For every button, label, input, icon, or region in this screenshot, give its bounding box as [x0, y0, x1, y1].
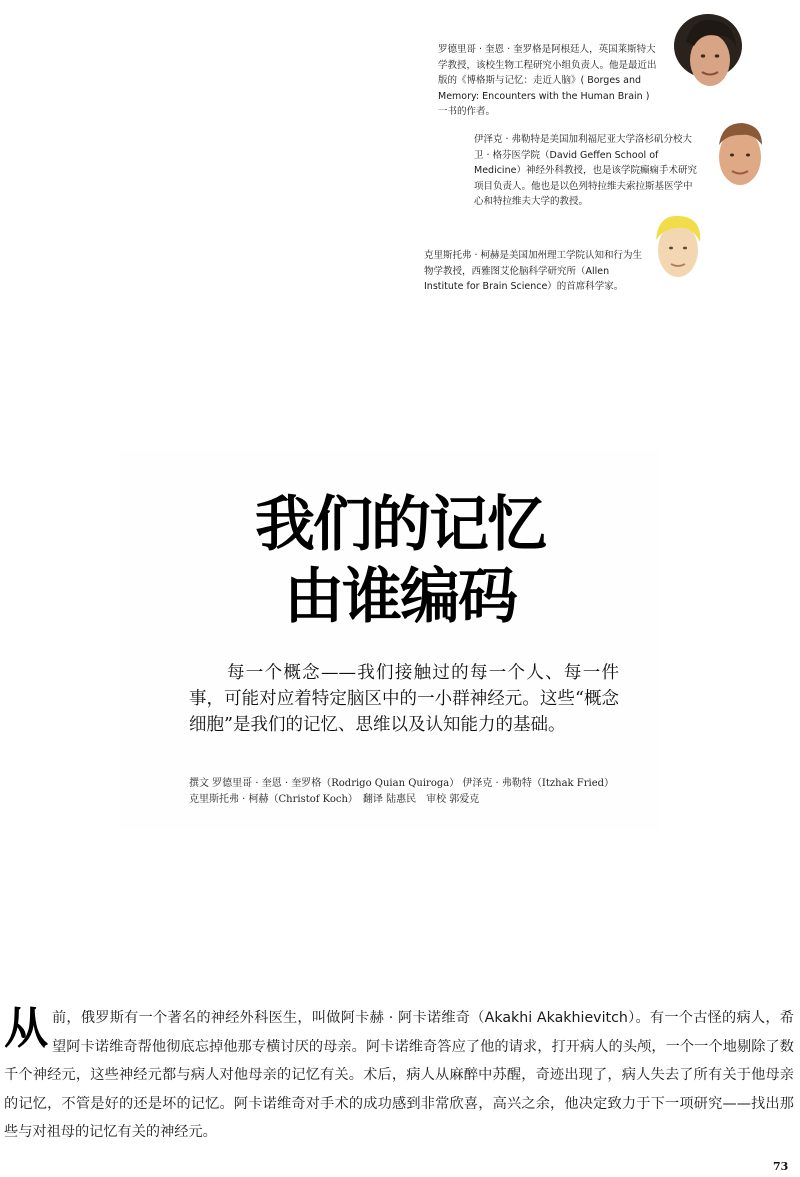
article-lead: 每一个概念——我们接触过的每一个人、每一件事，可能对应着特定脑区中的一小群神经元。这些“概念细胞”是我们的记忆、思维以及认知能力的基础。 — [189, 663, 619, 735]
drop-cap: 从 — [4, 1003, 48, 1054]
author-bio-koch: 克里斯托弗 · 柯赫是美国加州理工学院认知和行为生物学教授，西雅图艾伦脑科学研究所（Allen Institute for Brain Science）的首席科学家。 — [424, 250, 643, 292]
author-portrait-koch — [652, 210, 704, 286]
author-portrait-quiroga — [672, 12, 744, 96]
article-title-line-2: 由谁编码 — [284, 562, 516, 632]
author-bio-fried: 伊泽克 · 弗勒特是美国加利福尼亚大学洛杉矶分校大卫 · 格芬医学院（David Geffen School of Medicine）神经外科教授，也是该学院癫痫手术研究项目负责人。他也是以色列特拉维夫索拉斯基医学中心和特拉维夫大学的教授。 — [474, 134, 697, 207]
page-number: 73 — [773, 1160, 789, 1173]
article-credits: 撰文 罗德里哥 · 奎恩 · 奎罗格（Rodrigo Quian Quiroga） 伊泽克 · 弗勒特（Itzhak Fried） 克里斯托弗 · 柯赫（Christof Koch） 翻译 陆惠民 审校 郭爱克 — [189, 778, 615, 805]
article-body — [4, 1004, 794, 1147]
author-bio-quiroga: 罗德里哥 · 奎恩 · 奎罗格是阿根廷人，英国莱斯特大学教授，该校生物工程研究小组负责人。他是最近出版的《博格斯与记忆：走近人脑》( Borges and Memory: Encounters with the Human Brain ) 一书的作者。 — [438, 44, 657, 117]
author-portrait-fried — [712, 115, 768, 195]
article-title-line-1: 我们的记忆 — [255, 490, 545, 560]
body-paragraph: 前，俄罗斯有一个著名的神经外科医生，叫做阿卡赫 · 阿卡诺维奇（Akakhi Akakhievitch）。有一个古怪的病人，希望阿卡诺维奇帮他彻底忘掉他那专横讨厌的母亲。阿卡诺维奇答应了他的请求，打开病人的头颅，一个一个地剔除了数千个神经元，这些神经元都与病人对他母亲的记忆有关。术后，病人从麻醉中苏醒，奇迹出现了，病人失去了所有关于他母亲的记忆，不管是好的还是坏的记忆。阿卡诺维奇对手术的成功感到非常欣喜，高兴之余，他决定致力于下一项研究——找出那些与对祖母的记忆有关的神经元。 — [4, 1010, 794, 1141]
